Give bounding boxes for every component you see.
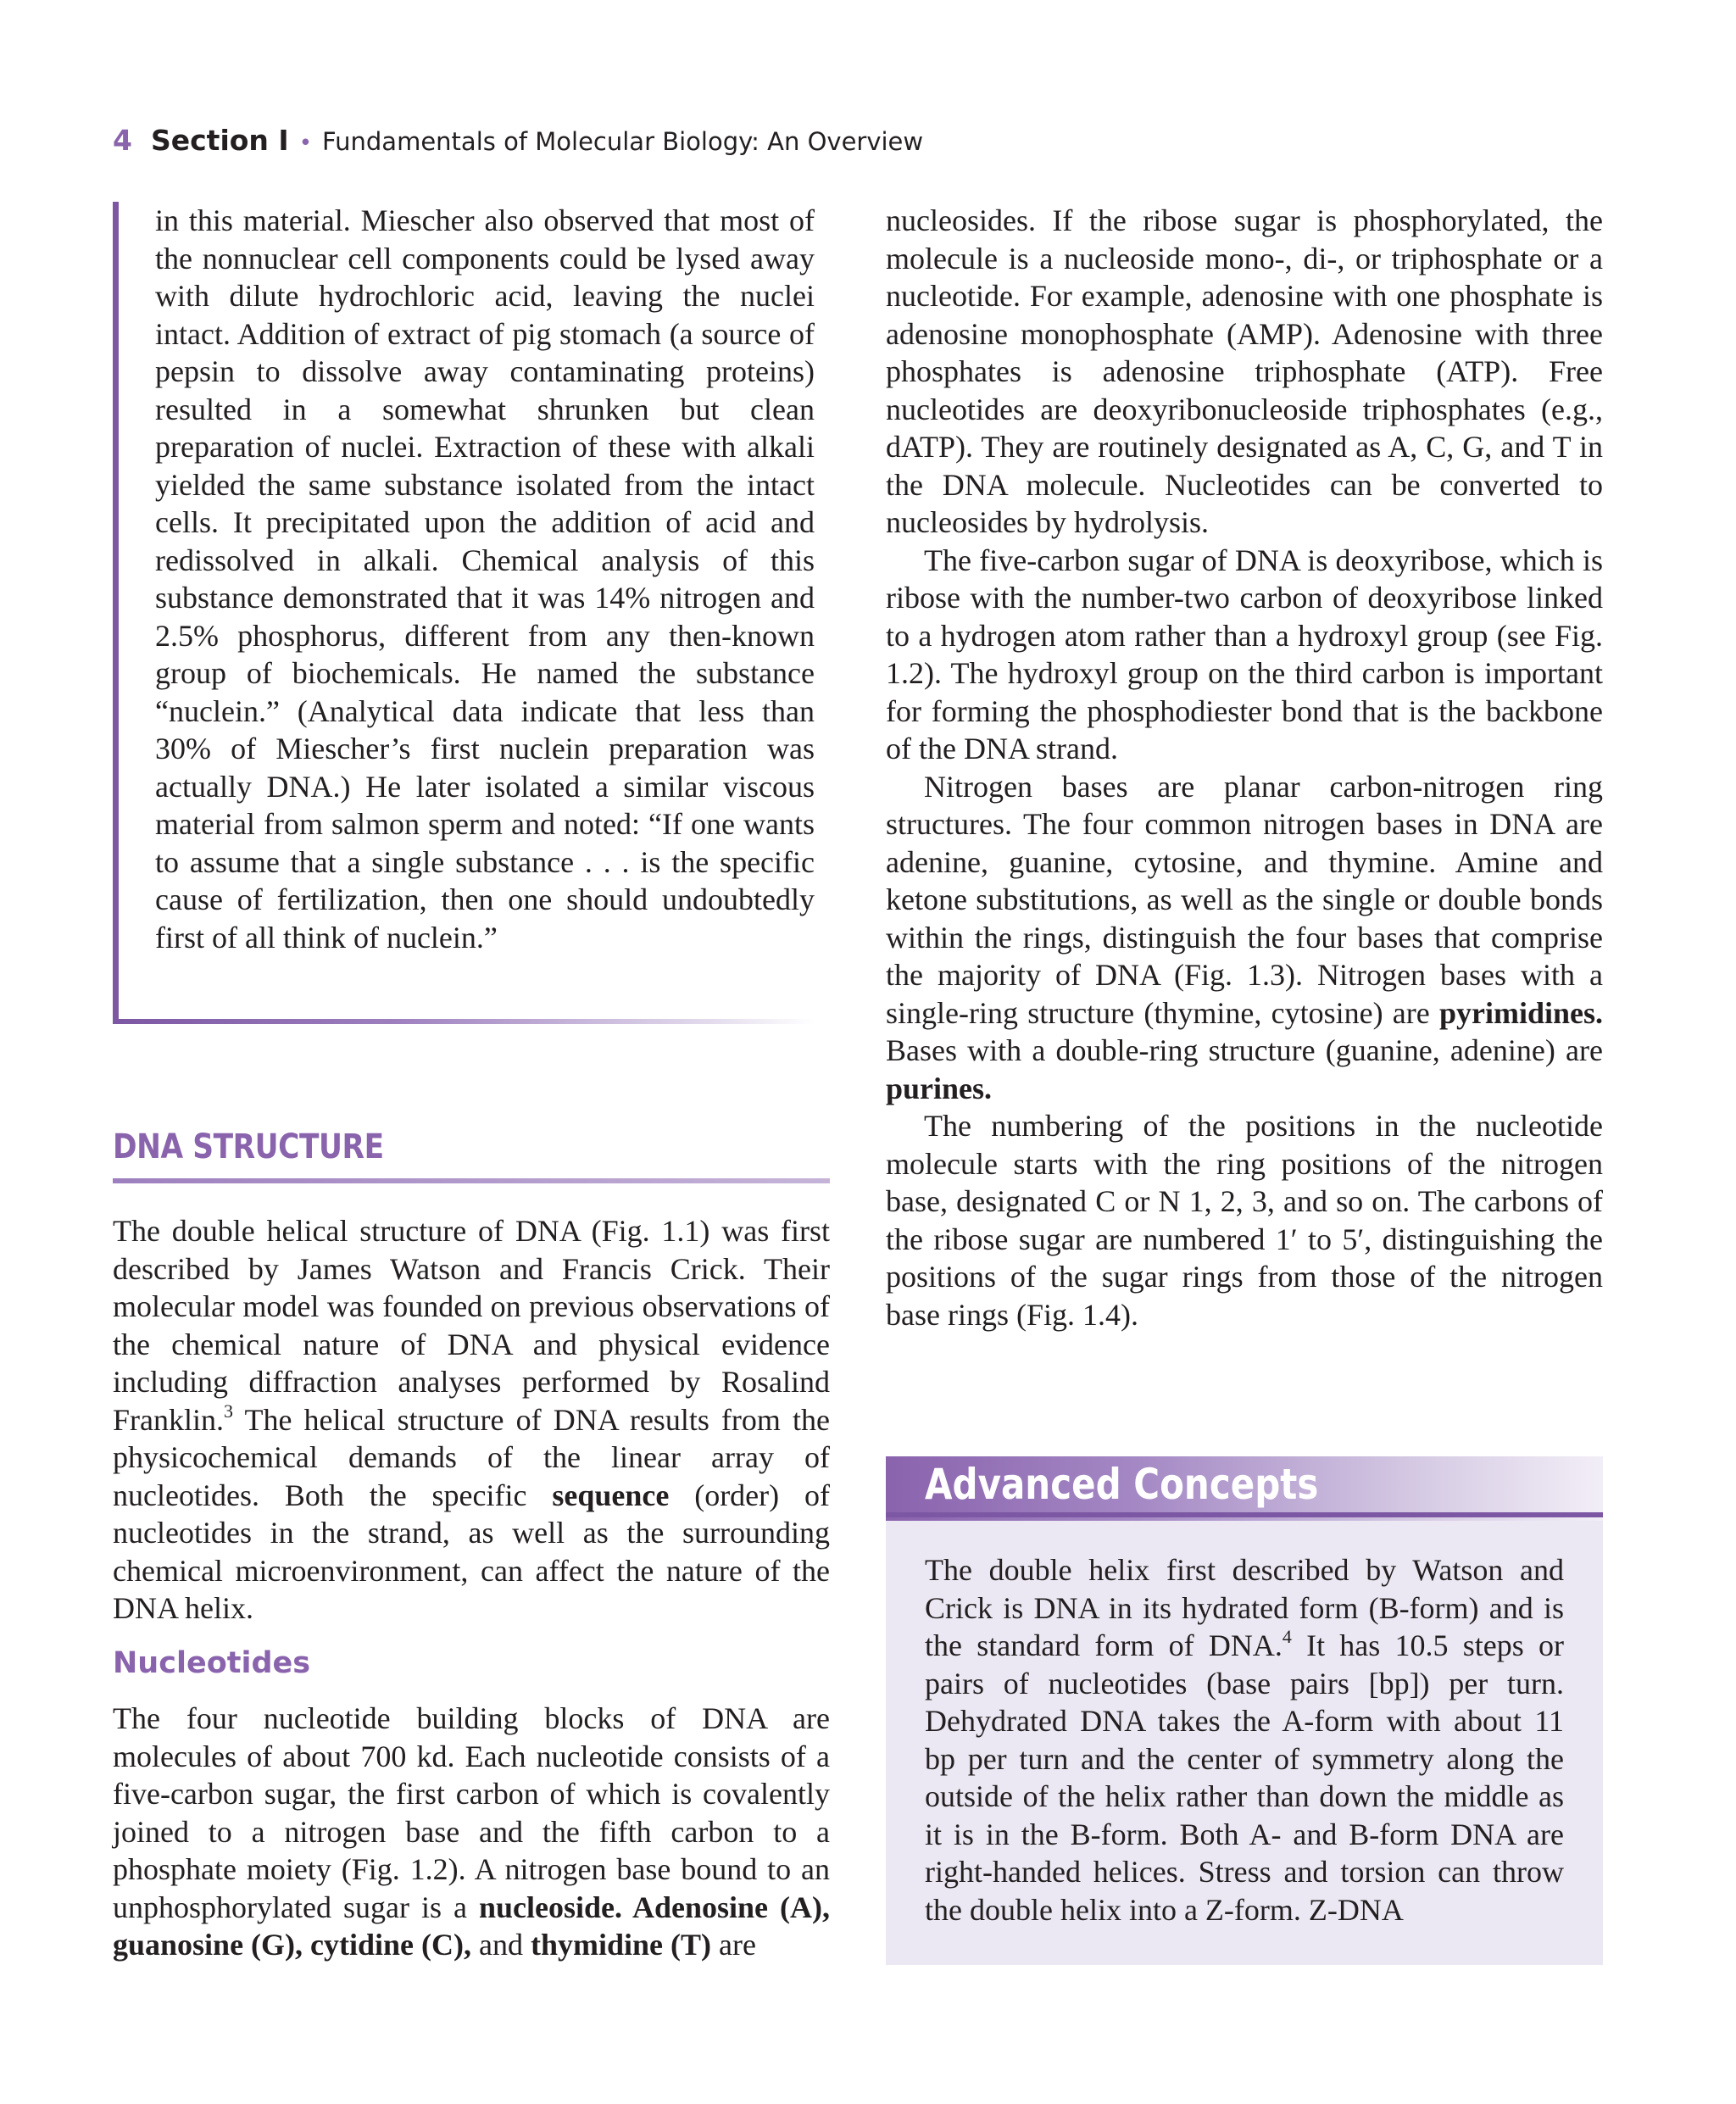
advanced-concepts-title: Advanced Concepts <box>925 1460 1319 1509</box>
dna-structure-body <box>113 1212 830 1628</box>
history-sidebar <box>113 202 815 1049</box>
bold-term: pyrimidines. <box>1438 995 1603 1030</box>
text-run: The double helix first described by Watson and Crick is DNA in its hydrated form (B-form) and is the standard form of DNA. <box>925 1553 1564 1662</box>
text-run: are <box>711 1928 756 1962</box>
text-run: Bases with a double-ring structure (guanine, adenine) are <box>886 1033 1603 1067</box>
text-run: Nitrogen bases are planar carbon-nitrogen ring structures. The four common nitrogen bases in DNA are adenine, guanine, cytosine, and thymine. Amine and ketone substitutions, as well as the single or double bonds within the rings, distinguish the four bases that comprise the majority of DNA (Fig. 1.3). Nitrogen bases with a single-ring structure (thymine, cytosine) are <box>886 769 1603 1030</box>
header-title: Fundamentals of Molecular Biology: An Overview <box>322 127 924 156</box>
bold-term: purines. <box>886 1071 993 1105</box>
sidebar-vertical-rule <box>113 202 119 1024</box>
text-run: and <box>471 1928 531 1962</box>
text-run: The double helical structure of DNA (Fig. 1.1) was first described by James Watson and Francis Crick. Their molecular model was founded on previous observations of the chemical nature of DNA and physical evidence including diffraction analyses performed by Rosalind Franklin. <box>113 1214 830 1437</box>
nucleotides-body <box>113 1700 830 1964</box>
bold-term: thymidine (T) <box>530 1928 711 1962</box>
section-heading-dna-structure: DNA STRUCTURE <box>113 1127 384 1166</box>
right-paragraph-2: The five-carbon sugar of DNA is deoxyribose, which is ribose with the number-two carbon of deoxyribose linked to a hydrogen atom rather than a hydroxyl group (see Fig. 1.2). The hydroxyl group on the third carbon is important for forming the phosphodiester bond that is the backbone of the DNA strand. <box>886 543 1603 765</box>
advanced-concepts-text <box>925 1551 1564 1929</box>
text-run: It has 10.5 steps or pairs of nucleotides (base pairs [bp]) per turn. Dehydrated DNA takes the A-form with about 11 bp per turn and the center of symmetry along the outside of the helix rather than down the middle as it is in the B-form. Both A- and B-form DNA are right-handed helices. Stress and torsion can throw the double helix into a Z-form. Z-DNA <box>925 1628 1564 1927</box>
subheading-nucleotides: Nucleotides <box>113 1646 311 1680</box>
running-header <box>113 124 923 157</box>
citation-ref: 3 <box>224 1400 233 1422</box>
text-run: The four nucleotide building blocks of DNA are molecules of about 700 kd. Each nucleotide consists of a five-carbon sugar, the first carbon of which is covalently joined to a nitrogen base and the fifth carbon to a phosphate moiety (Fig. 1.2). A nitrogen base bound to an unphosphorylated sugar is a <box>113 1701 830 1924</box>
bold-term: sequence <box>552 1478 670 1512</box>
sidebar-text: in this material. Miescher also observed that most of the nonnuclear cell components could be lysed away with dilute hydrochloric acid, leaving the nuclei intact. Addition of extract of pig stomach (a source of pepsin to dissolve away contaminating proteins) resulted in a somewhat shrunken but clean preparation of nuclei. Extraction of these with alkali yielded the same substance isolated from the intact cells. It precipitated upon the addition of acid and redissolved in alkali. Chemical analysis of this substance demonstrated that it was 14% nitrogen and 2.5% phosphorus, different from any then-known group of biochemicals. He named the substance “nuclein.” (Analytical data indicate that less than 30% of Miescher’s first nuclein preparation was actually DNA.) He later isolated a similar viscous material from salmon sperm and noted: “If one wants to assume that a single substance . . . is the specific cause of fertilization, then one should undoubtedly first of all think of nuclein.” <box>155 203 815 955</box>
right-paragraph-3 <box>886 768 1603 1108</box>
right-column <box>886 202 1603 1333</box>
sidebar-bottom-rule <box>113 1019 815 1024</box>
section-heading-rule <box>113 1178 830 1183</box>
citation-ref: 4 <box>1282 1626 1292 1647</box>
bold-term: nucleoside. Adenosine (A), guanosine (G), cytidine (C), <box>113 1890 830 1962</box>
header-separator: • <box>298 131 313 156</box>
right-paragraph-4: The numbering of the positions in the nucleotide molecule starts with the ring positions of the nitrogen base, designated C or N 1, 2, 3, and so on. The carbons of the ribose sugar are numbered 1′ to 5′, distinguishing the positions of the sugar rings from those of the nitrogen base rings (Fig. 1.4). <box>886 1109 1603 1332</box>
dna-structure-paragraph <box>113 1212 830 1628</box>
text-run: The helical structure of DNA results from the physicochemical demands of the linear array of nucleotides. Both the specific <box>113 1402 830 1512</box>
section-label: Section I <box>150 124 289 157</box>
right-paragraph-1: nucleosides. If the ribose sugar is phosphorylated, the molecule is a nucleoside mono-, di-, or triphosphate or a nucleotide. For example, adenosine with one phosphate is adenosine monophosphate (AMP). Adenosine with three phosphates is adenosine triphosphate (ATP). Free nucleotides are deoxyribonucleoside triphosphates (e.g., dATP). They are routinely designated as A, C, G, and T in the DNA molecule. Nucleotides can be converted to nucleosides by hydrolysis. <box>886 203 1603 539</box>
advanced-concepts-box <box>886 1456 1603 1965</box>
page-number: 4 <box>113 124 132 157</box>
advanced-concepts-rule <box>886 1512 1603 1517</box>
text-run: (order) of nucleotides in the strand, as well as the surrounding chemical microenvironment, can affect the nature of the DNA helix. <box>113 1478 830 1625</box>
nucleotides-paragraph <box>113 1700 830 1964</box>
